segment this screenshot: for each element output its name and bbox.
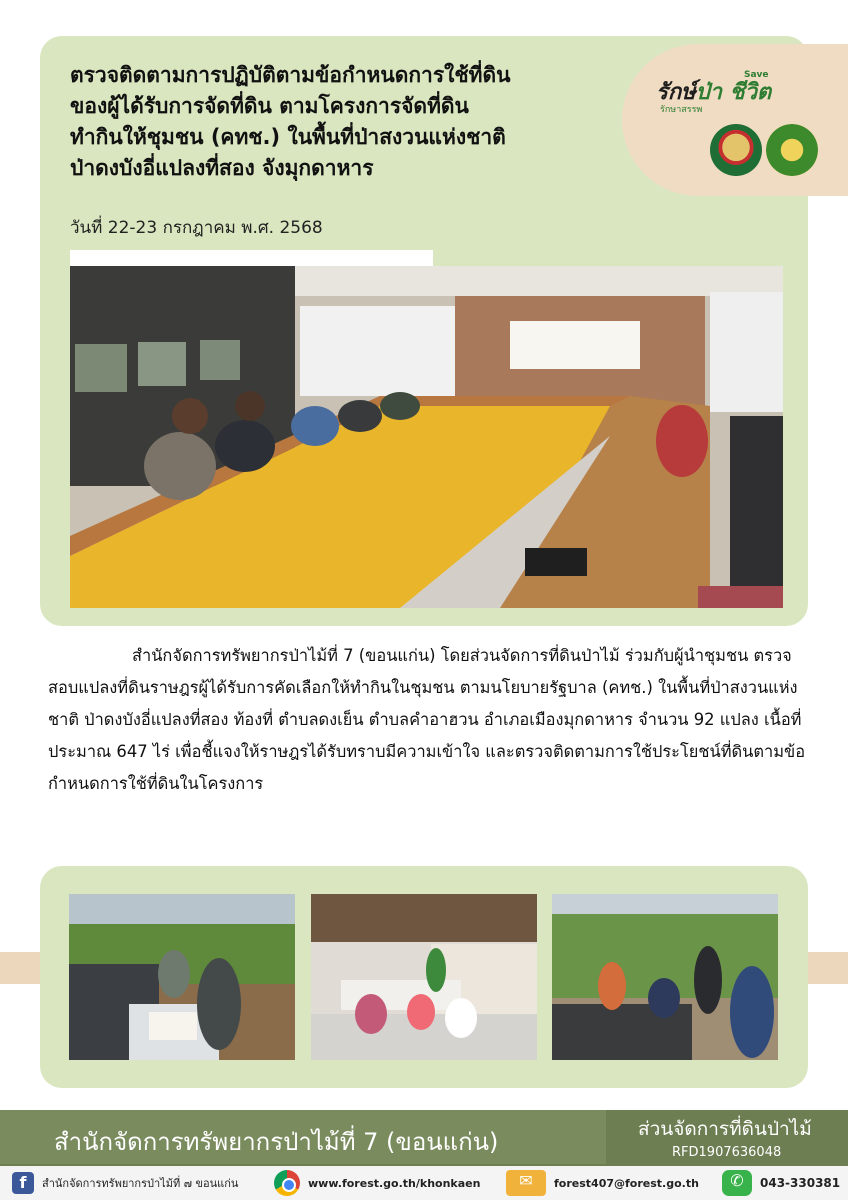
- logo-save-text: Save: [744, 70, 769, 80]
- logo-word-2: ป่า: [695, 80, 722, 105]
- website-contact[interactable]: [274, 1172, 480, 1194]
- email-label: forest407@forest.go.th: [554, 1176, 699, 1190]
- field-inspection-photo-3: [552, 894, 778, 1060]
- facebook-icon: f: [12, 1172, 34, 1194]
- meeting-room-illustration: [70, 266, 783, 608]
- website-label: www.forest.go.th/khonkaen: [308, 1176, 481, 1190]
- page-title: [70, 60, 630, 184]
- field-photo-3-illustration: [552, 894, 778, 1060]
- meeting-room-photo: [70, 266, 783, 608]
- phone-contact[interactable]: [722, 1172, 840, 1194]
- title-line-2: ของผู้ได้รับการจัดที่ดิน ตามโครงการจัดที่ดิน: [70, 94, 469, 118]
- forest-department-emblem-icon: [766, 124, 818, 176]
- event-date: วันที่ 22-23 กรกฎาคม พ.ศ. 2568: [70, 218, 323, 238]
- email-contact[interactable]: [506, 1172, 699, 1194]
- body-paragraph: สำนักจัดการทรัพยากรป่าไม้ที่ 7 (ขอนแก่น) โดยส่วนจัดการที่ดินป่าไม้ ร่วมกับผู้นำชุมชน ตรวจสอบแปลงที่ดินราษฎรผู้ได้รับการคัดเลือกให้ทำกินในชุมชน ตามนโยบายรัฐบาล (คทช.) ในพื้นที่ป่าสงวนแห่งชาติ ป่าดงบังอี่แปลงที่สอง ท้องที่ ตำบลดงเย็น ตำบลคำอาฮวน อำเภอเมืองมุกดาหาร จำนวน 92 แปลง เนื้อที่ประมาณ 647 ไร่ เพื่อชี้แจงให้ราษฎรได้รับทราบมีความเข้าใจ และตรวจติดตามการใช้ประโยชน์ที่ดินตามข้อกำหนดการใช้ที่ดินในโครงการ: [48, 646, 806, 793]
- chrome-icon: [274, 1170, 300, 1196]
- ministry-emblem-icon: [710, 124, 762, 176]
- title-line-1: ตรวจติดตามการปฏิบัติตามข้อกำหนดการใช้ที่ดิน: [70, 63, 511, 87]
- logo-word-1: รักษ์: [656, 80, 696, 105]
- field-inspection-photo-1: [69, 894, 295, 1060]
- logo-sub-text: รักษาสรรพ: [660, 105, 703, 115]
- logo-word-3: ชีวิต: [729, 80, 772, 105]
- phone-label: 043-330381: [760, 1176, 841, 1190]
- title-line-4: ป่าดงบังอี่แปลงที่สอง จังมุกดาหาร: [70, 156, 374, 180]
- field-photo-1-illustration: [69, 894, 295, 1060]
- title-line-3: ทำกินให้ชุมชน (คทช.) ในพื้นที่ป่าสงวนแห่งชาติ: [70, 125, 506, 149]
- field-inspection-photo-2: [311, 894, 537, 1060]
- email-icon: ✉: [506, 1170, 546, 1196]
- facebook-label: สำนักจัดการทรัพยากรป่าไม้ที่ ๗ ขอนแก่น: [42, 1177, 239, 1190]
- footer-code: RFD1907636048: [672, 1145, 782, 1160]
- field-photo-2-illustration: [311, 894, 537, 1060]
- footer-department: ส่วนจัดการที่ดินป่าไม้: [638, 1118, 812, 1140]
- phone-icon: ✆: [722, 1170, 752, 1196]
- facebook-contact[interactable]: [12, 1172, 238, 1194]
- footer-organization: สำนักจัดการทรัพยากรป่าไม้ที่ 7 (ขอนแก่น): [54, 1128, 499, 1156]
